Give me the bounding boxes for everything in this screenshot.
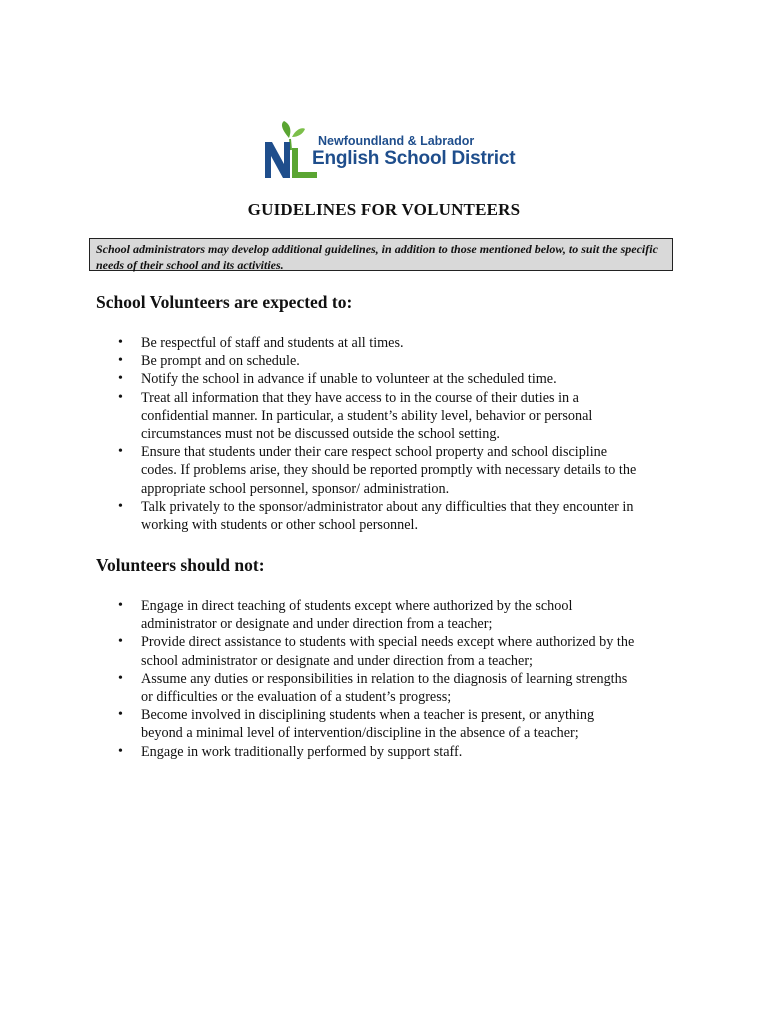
logo-line-2: English School District <box>312 148 516 169</box>
should-not-heading: Volunteers should not: <box>96 555 265 575</box>
list-item-line: • Ensure that students under their care respect school property and school discipline <box>141 444 608 461</box>
list-item <box>141 389 681 444</box>
list-item <box>141 334 681 352</box>
list-item-line: • Engage in work traditionally performed by support staff. <box>141 743 463 760</box>
expected-heading: School Volunteers are expected to: <box>96 292 353 312</box>
list-item <box>141 706 681 742</box>
list-item-line: appropriate school personnel, sponsor/ administration. <box>141 480 450 497</box>
list-item <box>141 633 681 669</box>
list-item <box>141 498 681 534</box>
notice-box: School administrators may develop additional guidelines, in addition to those mentioned below, to suit the specific needs of their school and its activities. <box>89 238 673 271</box>
list-item-line: administrator or designate and under direction from a teacher; <box>141 616 493 633</box>
should-not-list <box>141 597 681 761</box>
list-item-line: • Be respectful of staff and students at all times. <box>141 335 404 351</box>
list-item <box>141 597 681 633</box>
list-item <box>141 352 681 370</box>
list-item-line: or difficulties or the evaluation of a student’s progress; <box>141 689 452 706</box>
list-item <box>141 370 681 388</box>
list-item-line: • Become involved in disciplining students when a teacher is present, or anything <box>141 707 595 724</box>
district-logo <box>262 120 516 182</box>
expected-list <box>141 334 681 534</box>
list-item-line: • Provide direct assistance to students with special needs except where authorized by the <box>141 634 635 651</box>
list-item-line: school administrator or designate and under direction from a teacher; <box>141 652 533 669</box>
list-item-line: • Treat all information that they have access to in the course of their duties in a <box>141 389 579 406</box>
list-item-line: circumstances must not be discussed outside the school setting. <box>141 426 500 443</box>
list-item-line: confidential manner. In particular, a student’s ability level, behavior or personal <box>141 407 593 424</box>
list-item-line: • Talk privately to the sponsor/administrator about any difficulties that they encounter in <box>141 498 634 515</box>
list-item-line: working with students or other school personnel. <box>141 517 419 534</box>
document-title: GUIDELINES FOR VOLUNTEERS <box>247 200 521 219</box>
list-item-line: • Assume any duties or responsibilities in relation to the diagnosis of learning strengths <box>141 670 628 687</box>
list-item-line: • Be prompt and on schedule. <box>141 353 300 370</box>
list-item <box>141 443 681 498</box>
list-item-line: • Engage in direct teaching of students except where authorized by the school <box>141 598 573 614</box>
logo-line-1: Newfoundland & Labrador <box>318 134 475 148</box>
list-item-line: codes. If problems arise, they should be reported promptly with necessary details to the <box>141 462 637 479</box>
list-item-line: • Notify the school in advance if unable to volunteer at the scheduled time. <box>141 371 557 388</box>
list-item <box>141 670 681 706</box>
list-item <box>141 743 681 761</box>
list-item-line: beyond a minimal level of intervention/discipline in the absence of a teacher; <box>141 725 579 742</box>
